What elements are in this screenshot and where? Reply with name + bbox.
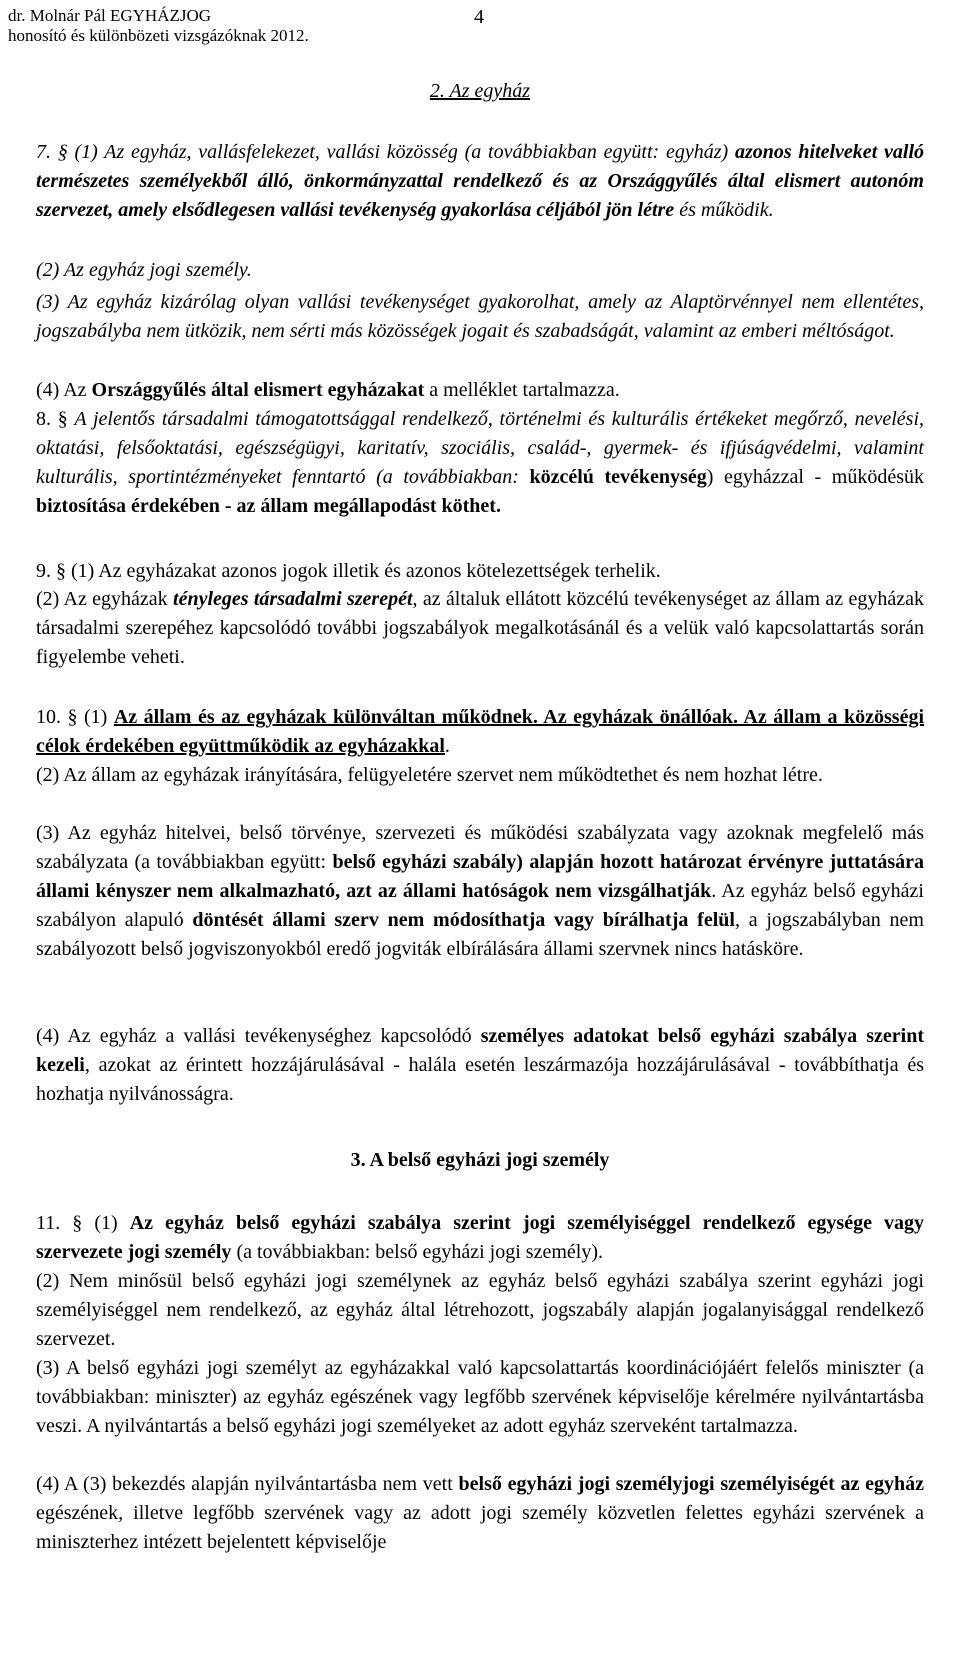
paragraph-10-4: (4) Az egyház a vallási tevékenységhez kapcsolódó személyes adatokat belső egyházi szabálya szerint kezeli, azokat az érintett hozzájárulásával - halála esetén leszármazója hozzájárulásával - továbbíthatja és hozhatja nyilvánosságra. (36, 1025, 924, 1105)
paragraph-11-1: 11. § (1) Az egyház belső egyházi szabálya szerint jogi személyiséggel rendelkező egysége vagy szervezete jogi személy (a továbbiakban: belső egyházi jogi személy). (36, 1212, 925, 1263)
paragraph-7-3: (3) Az egyház kizárólag olyan vallási tevékenységet gyakorolhat, amely az Alaptörvénnyel nem ellentétes, jogszabályba nem ütközik, nem sérti más közösségek jogait és szabadságát, valamint az emberi méltóságot. (36, 291, 924, 342)
paragraph-11-4: (4) A (3) bekezdés alapján nyilvántartásba nem vett belső egyházi jogi személyjogi személyiségét az egyház egészének, illetve legfőbb szervének vagy az adott jogi személy közvetlen felettes egyházi szervének a miniszterhez intézett bejelentett képviselője (36, 1473, 924, 1553)
page-number: 4 (474, 6, 484, 28)
paragraph-9-1: 9. § (1) Az egyházakat azonos jogok illetik és azonos kötelezettségek terhelik. (36, 560, 661, 582)
section-heading-2: 2. Az egyház (429, 80, 531, 102)
paragraph-7-2: (2) Az egyház jogi személy. (36, 259, 252, 281)
paragraph-9-2: (2) Az egyházak tényleges társadalmi szerepét, az általuk ellátott közcélú tevékenységet az állam az egyházak társadalmi szerepéhez kapcsolódó további jogszabályok megalkotásánál és a velük való kapcsolattartás során figyelembe veheti. (36, 588, 925, 668)
paragraph-10-3: (3) Az egyház hitelvei, belső törvénye, szervezeti és működési szabályzata vagy azoknak megfelelő más szabályzata (a továbbiakban együtt: belső egyházi szabály) alapján hozott határozat érvényre juttatására állami kényszer nem alkalmazható, azt az állami hatóságok nem vizsgálhatják. Az egyház belső egyházi szabályon alapuló döntését állami szerv nem módosíthatja vagy bírálhatja felül, a jogszabályban nem szabályozott belső jogviszonyokból eredő jogviták elbírálására állami szervnek nincs hatásköre. (36, 822, 924, 960)
paragraph-10-2: (2) Az állam az egyházak irányítására, felügyeletére szervet nem működtethet és nem hozhat létre. (36, 764, 823, 786)
paragraph-11-2: (2) Nem minősül belső egyházi jogi személynek az egyház belső egyházi szabálya szerint egyházi jogi személyiséggel nem rendelkező, az egyház által létrehozott, jogszabály alapján jogalanyisággal rendelkező szervezet. (36, 1270, 924, 1350)
paragraph-11-3: (3) A belső egyházi jogi személyt az egyházakkal való kapcsolattartás koordinációjáért felelős miniszter (a továbbiakban: miniszter) az egyház egészének vagy legfőbb szervének képviselője kérelmére nyilvántartásba veszi. A nyilvántartás a belső egyházi jogi személyeket az adott egyház szerveként tartalmazza. (36, 1357, 924, 1437)
paragraph-7-1: 7. § (1) Az egyház, vallásfelekezet, vallási közösség (a továbbiakban együtt: egyház) azonos hitelveket valló természetes személyekből álló, önkormányzattal rendelkező és az Országgyűlés által elismert autonóm szervezet, amely elsődlegesen vallási tevékenység gyakorlása céljából jön létre és működik. (36, 141, 924, 221)
paragraph-8: 8. § A jelentős társadalmi támogatottsággal rendelkező, történelmi és kulturális értékeket megőrző, nevelési, oktatási, felsőoktatási, egészségügyi, karitatív, szociális, család-, gyermek- és ifjúságvédelmi, valamint kulturális, sportintézményeket fenntartó (a továbbiakban: közcélú tevékenység) egyházzal - működésük biztosítása érdekében - az állam megállapodást köthet. (36, 408, 924, 517)
header-subtitle: honosító és különbözeti vizsgázóknak 2012. (8, 26, 309, 45)
header-text (8, 6, 309, 46)
paragraph-7-4: (4) Az Országgyűlés által elismert egyházakat a melléklet tartalmazza. (36, 379, 620, 401)
header-author: dr. Molnár Pál EGYHÁZJOG (8, 6, 212, 25)
paragraph-10-1: 10. § (1) Az állam és az egyházak különváltan működnek. Az egyházak önállóak. Az állam a közösségi célok érdekében együttműködik az egyházakkal. (36, 706, 924, 757)
section-heading-3: 3. A belső egyházi jogi személy (350, 1149, 610, 1171)
